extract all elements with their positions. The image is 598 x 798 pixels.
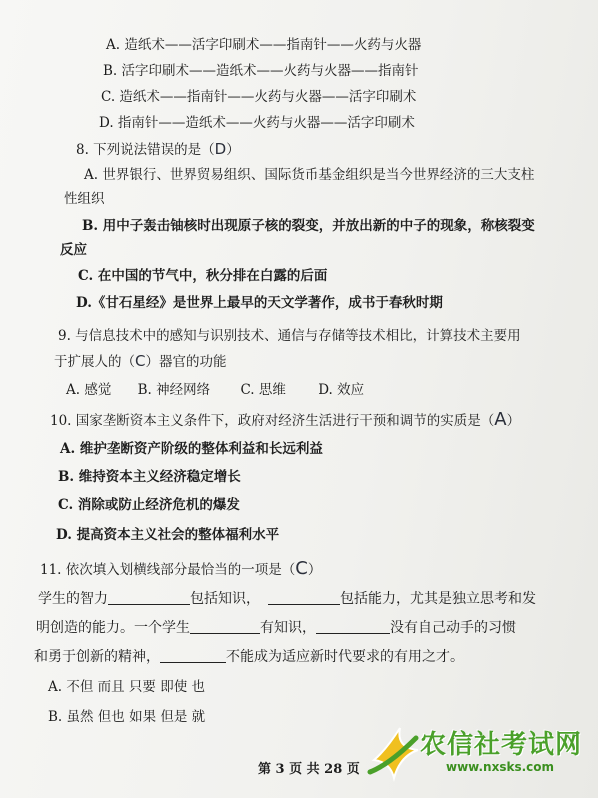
q9-option-b: B. 神经网络 (137, 382, 211, 398)
q7-option-c: C. 造纸术——指南针——火药与火器——活字印刷术 (101, 89, 417, 105)
q11-blank-3 (190, 619, 260, 634)
q8-option-d: D.《甘石星经》是世界上最早的天文学著作，成书于春秋时期 (76, 295, 443, 311)
q9-stem-suffix: ）器官的功能 (145, 354, 227, 370)
q11-blank-2 (268, 590, 340, 605)
q8-stem (76, 140, 240, 159)
q11-option-b: B. 虽然 但也 如果 但是 就 (48, 709, 206, 725)
q10-stem-suffix: ） (506, 413, 521, 429)
q11-option-a: A. 不但 而且 只要 即使 也 (48, 679, 205, 695)
q7-option-d: D. 指南针——造纸术——火药与火器——活字印刷术 (99, 115, 415, 131)
star-swoosh-logo-icon (366, 720, 422, 782)
q7-option-a: A. 造纸术——活字印刷术——指南针——火药与火器 (106, 37, 422, 53)
q10-option-a: A. 维护垄断资产阶级的整体利益和长远利益 (60, 441, 323, 457)
q11-passage-seg6: 没有自己动手的习惯 (390, 620, 516, 636)
q10-option-c: C. 消除或防止经济危机的爆发 (58, 497, 240, 513)
q10-option-d: D. 提高资本主义社会的整体福利水平 (56, 527, 280, 543)
q11-passage-seg4: 明创造的能力。一个学生 (36, 620, 190, 636)
q8-option-a-cont: 性组织 (64, 191, 105, 207)
q10-handwritten-answer: A (494, 409, 507, 430)
q9-stem-line2 (54, 352, 226, 371)
q8-option-b-cont: 反应 (60, 242, 87, 258)
q9-stem-line1: 9. 与信息技术中的感知与识别技术、通信与存储等技术相比，计算技术主要用 (58, 328, 521, 344)
q9-option-d: D. 效应 (318, 382, 365, 398)
site-watermark (360, 720, 590, 784)
page-number-footer: 第 3 页 共 28 页 (258, 762, 360, 777)
q11-stem (40, 560, 321, 579)
q11-blank-1 (108, 590, 190, 605)
watermark-url: www.nxsks.com (446, 760, 555, 774)
q9-option-c: C. 思维 (240, 382, 286, 398)
q9-options (66, 381, 364, 399)
q11-passage-seg7: 和勇于创新的精神， (34, 649, 160, 665)
q8-stem-suffix: ） (226, 142, 240, 158)
q11-passage-seg1: 学生的智力 (38, 591, 108, 607)
q8-option-a: A. 世界银行、世界贸易组织、国际货币基金组织是当今世界经济的三大支柱 (84, 167, 535, 183)
q11-blank-4 (316, 619, 390, 634)
q10-stem (50, 411, 520, 430)
q11-passage-line3 (34, 648, 464, 666)
q11-handwritten-answer: C (295, 558, 308, 579)
q10-stem-prefix: 10. 国家垄断资本主义条件下，政府对经济生活进行干预和调节的实质是（ (50, 413, 495, 429)
q8-option-c: C. 在中国的节气中，秋分排在白露的后面 (78, 268, 328, 284)
q10-option-b: B. 维持资本主义经济稳定增长 (58, 469, 241, 485)
q8-handwritten-answer: D (214, 140, 227, 158)
q9-stem-prefix: 于扩展人的（ (54, 354, 135, 370)
q11-passage-seg3: 包括能力，尤其是独立思考和发 (340, 591, 536, 607)
q11-blank-5 (160, 648, 226, 663)
q11-passage-line1 (38, 590, 536, 608)
q9-handwritten-answer: C (135, 352, 146, 370)
q7-option-b: B. 活字印刷术——造纸术——火药与火器——指南针 (103, 63, 419, 79)
q9-option-a: A. 感觉 (66, 382, 112, 398)
q8-option-b: B. 用中子轰击铀核时出现原子核的裂变，并放出新的中子的现象，称核裂变 (82, 218, 535, 234)
q8-stem-prefix: 8. 下列说法错误的是（ (76, 142, 215, 158)
q11-passage-seg8: 不能成为适应新时代要求的有用之才。 (226, 649, 464, 665)
q11-passage-line2 (36, 619, 516, 637)
q11-passage-seg2: 包括知识， (190, 591, 260, 607)
watermark-title: 农信社考试网 (420, 730, 583, 760)
q11-stem-suffix: ） (307, 562, 322, 578)
q11-passage-seg5: 有知识， (260, 620, 316, 636)
q11-stem-prefix: 11. 依次填入划横线部分最恰当的一项是（ (40, 562, 296, 578)
